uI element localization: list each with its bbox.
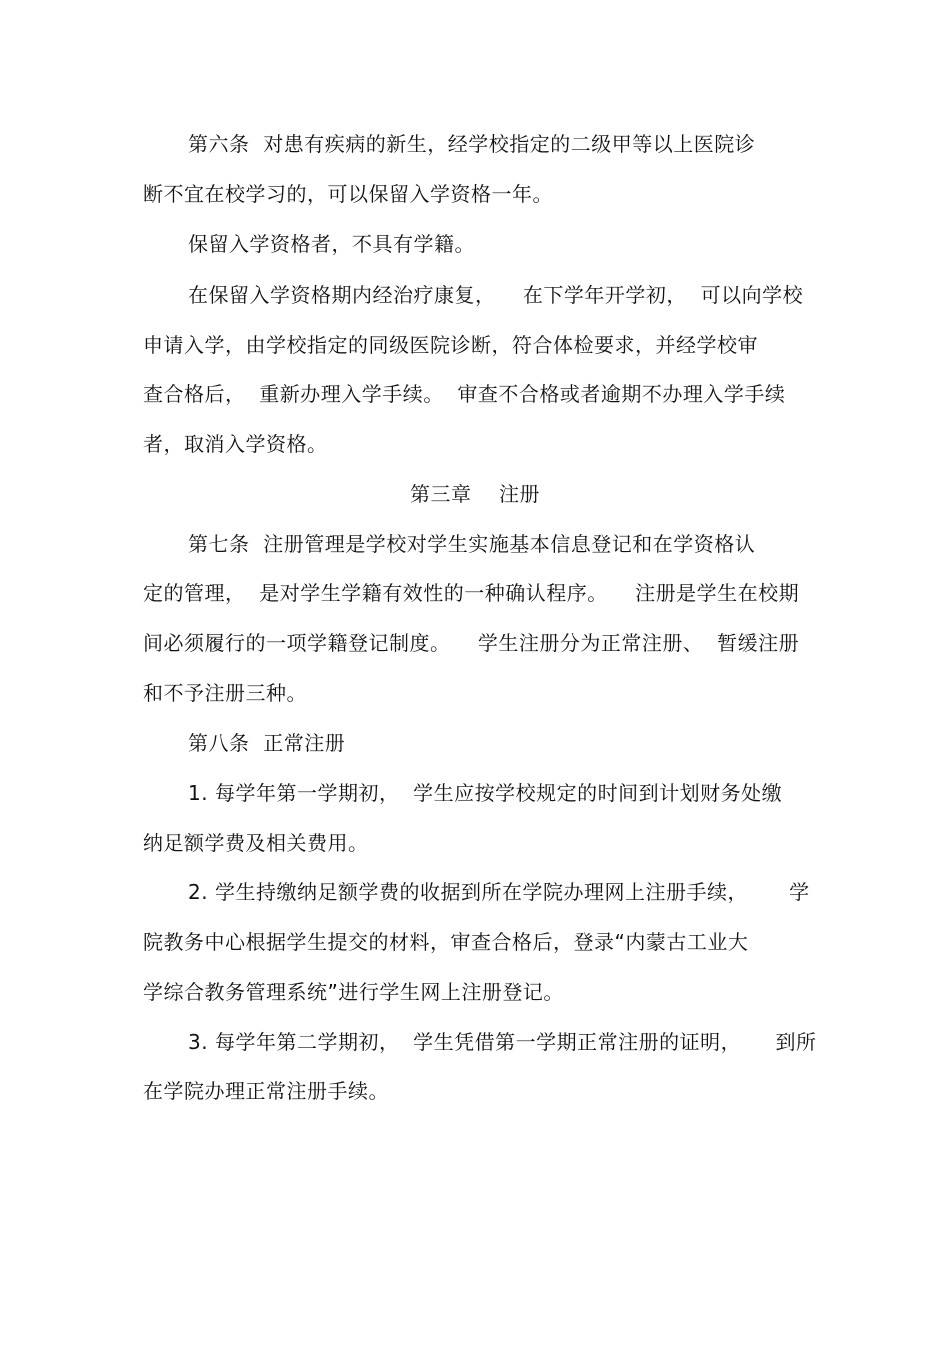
chapter-heading: 第三章 注册 [410, 482, 540, 506]
text-line: 断不宜在校学习的，可以保留入学资格一年。 [143, 182, 553, 206]
text-line: 定的管理， 是对学生学籍有效性的一种确认程序。 注册是学生在校期 [143, 581, 800, 605]
text-line: 在学院办理正常注册手续。 [143, 1079, 389, 1103]
text-line: 纳足额学费及相关费用。 [143, 831, 369, 855]
text-line: 2. 学生持缴纳足额学费的收据到所在学院办理网上注册手续， 学 [188, 880, 810, 904]
text-line: 1. 每学年第一学期初， 学生应按学校规定的时间到计划财务处缴 [188, 781, 783, 805]
text-line: 3. 每学年第二学期初， 学生凭借第一学期正常注册的证明， 到所 [188, 1030, 817, 1054]
text-line: 学综合教务管理系统”进行学生网上注册登记。 [143, 980, 564, 1004]
text-line: 院教务中心根据学生提交的材料，审查合格后，登录“内蒙古工业大 [143, 930, 749, 954]
text-line: 第八条 正常注册 [188, 731, 346, 755]
text-line: 间必须履行的一项学籍登记制度。 学生注册分为正常注册、 暂缓注册 [143, 631, 800, 655]
text-line: 保留入学资格者，不具有学籍。 [188, 232, 475, 256]
text-line: 在保留入学资格期内经治疗康复， 在下学年开学初， 可以向学校 [188, 283, 804, 307]
text-line: 第六条 对患有疾病的新生，经学校指定的二级甲等以上医院诊 [188, 132, 756, 156]
text-line: 和不予注册三种。 [143, 681, 307, 705]
text-line: 申请入学，由学校指定的同级医院诊断，符合体检要求，并经学校审 [143, 333, 758, 357]
text-line: 查合格后， 重新办理入学手续。 审查不合格或者逾期不办理入学手续 [143, 382, 786, 406]
text-line: 第七条 注册管理是学校对学生实施基本信息登记和在学资格认 [188, 532, 756, 556]
text-line: 者，取消入学资格。 [143, 432, 328, 456]
